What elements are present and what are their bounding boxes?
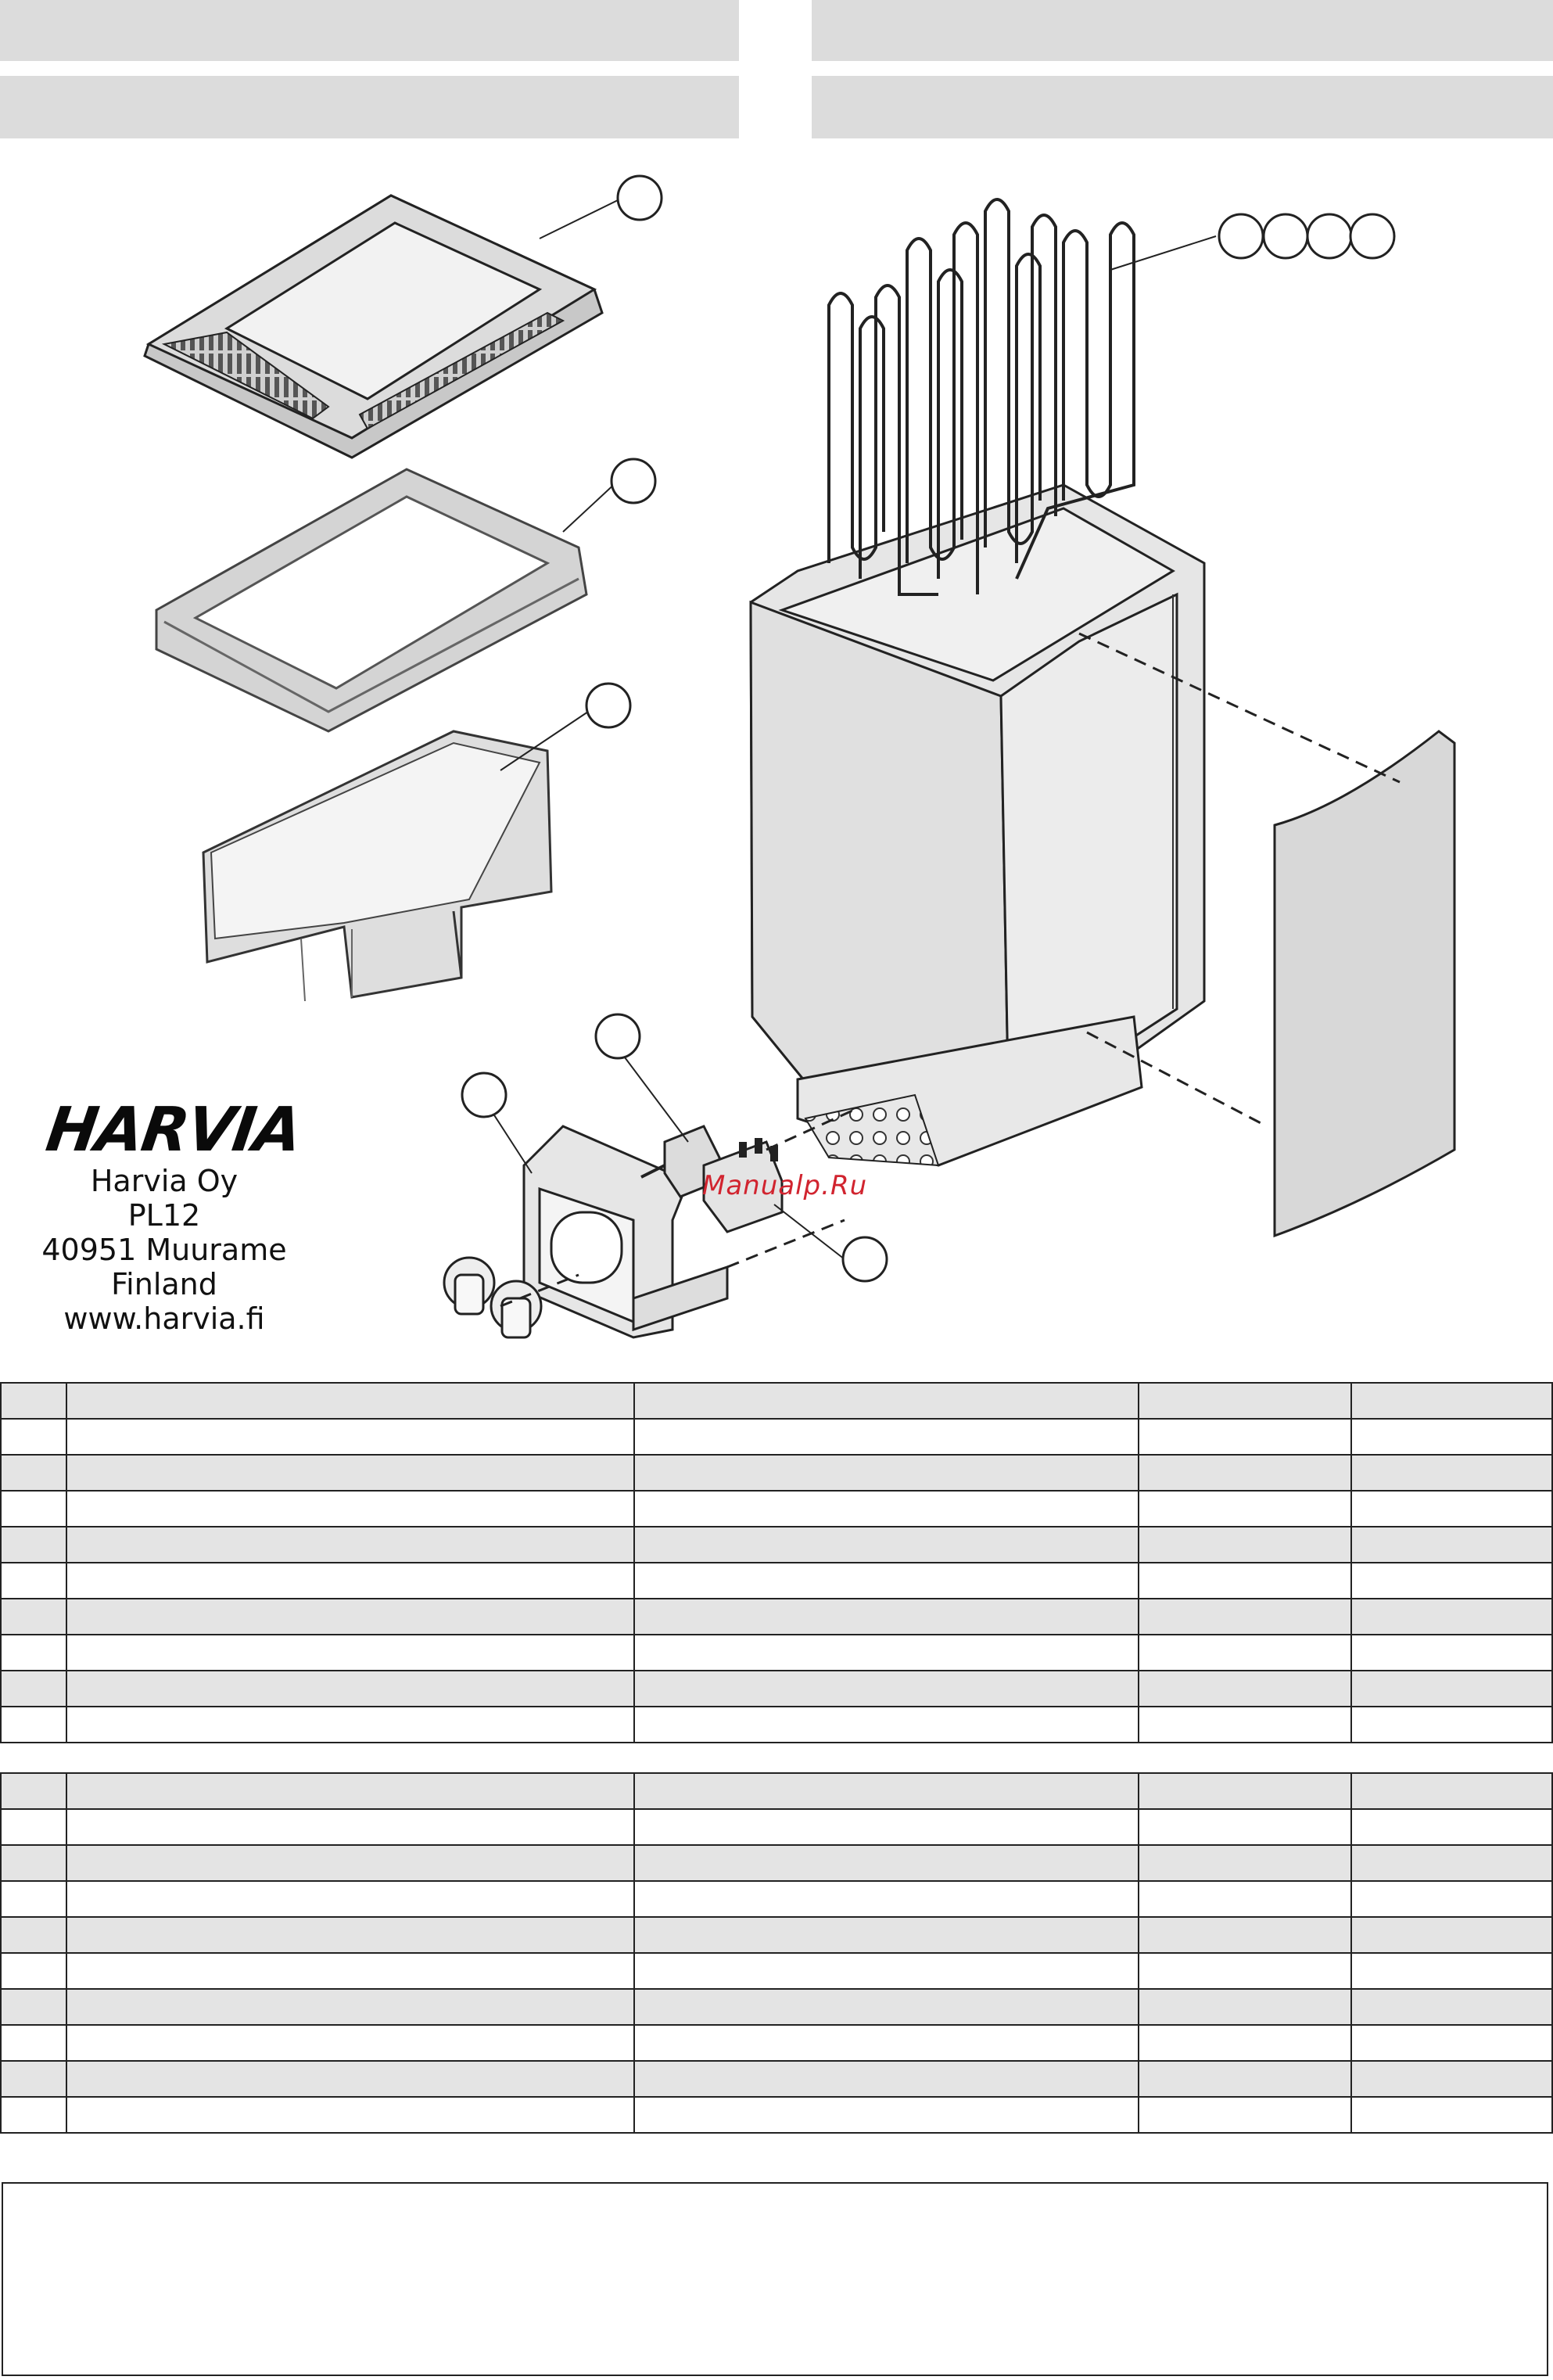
table-row <box>1 1917 1552 1953</box>
table-row <box>1 1419 1552 1455</box>
knob-left-part <box>444 1258 494 1314</box>
table-row <box>1 1707 1552 1743</box>
frame-part <box>156 469 586 731</box>
parts-table-2 <box>0 1772 1553 2134</box>
table-row <box>1 1989 1552 2025</box>
header-bar-left-bottom <box>0 76 739 138</box>
table-row <box>1 1491 1552 1527</box>
table-row <box>1 2061 1552 2097</box>
table-row <box>1 2025 1552 2061</box>
table-row <box>1 1953 1552 1989</box>
harvia-logo: HARVIA <box>41 1095 305 1165</box>
table-row <box>1 1599 1552 1635</box>
table-row <box>1 1845 1552 1881</box>
address-line-postcode-city: 40951 Muurame <box>41 1233 287 1267</box>
table-row <box>1 1635 1552 1671</box>
table-row <box>1 1455 1552 1491</box>
table-row <box>1 1563 1552 1599</box>
header-bar-left-top <box>0 0 739 61</box>
side-panel-part <box>1275 731 1454 1236</box>
header-bar-right-bottom <box>812 76 1553 138</box>
table-row <box>1 1773 1552 1809</box>
header-bar-right-top <box>812 0 1553 61</box>
table-row <box>1 1809 1552 1845</box>
company-address <box>31 1164 297 1336</box>
table-row <box>1 2097 1552 2133</box>
parts-table-1 <box>0 1382 1553 1743</box>
address-line-company: Harvia Oy <box>90 1164 239 1198</box>
table-row <box>1 1383 1552 1419</box>
address-line-pobox: PL12 <box>127 1198 201 1233</box>
knob-right-part <box>491 1281 541 1337</box>
table-row <box>1 1671 1552 1707</box>
table-row <box>1 1881 1552 1917</box>
notes-box <box>2 2182 1548 2376</box>
table-row <box>1 1527 1552 1563</box>
address-line-website[interactable]: www.harvia.fi <box>63 1301 265 1336</box>
top-cover-part <box>145 196 602 458</box>
stone-guard-part <box>203 731 551 1001</box>
address-line-country: Finland <box>111 1267 217 1301</box>
watermark: Manualp.Ru <box>702 1170 868 1201</box>
